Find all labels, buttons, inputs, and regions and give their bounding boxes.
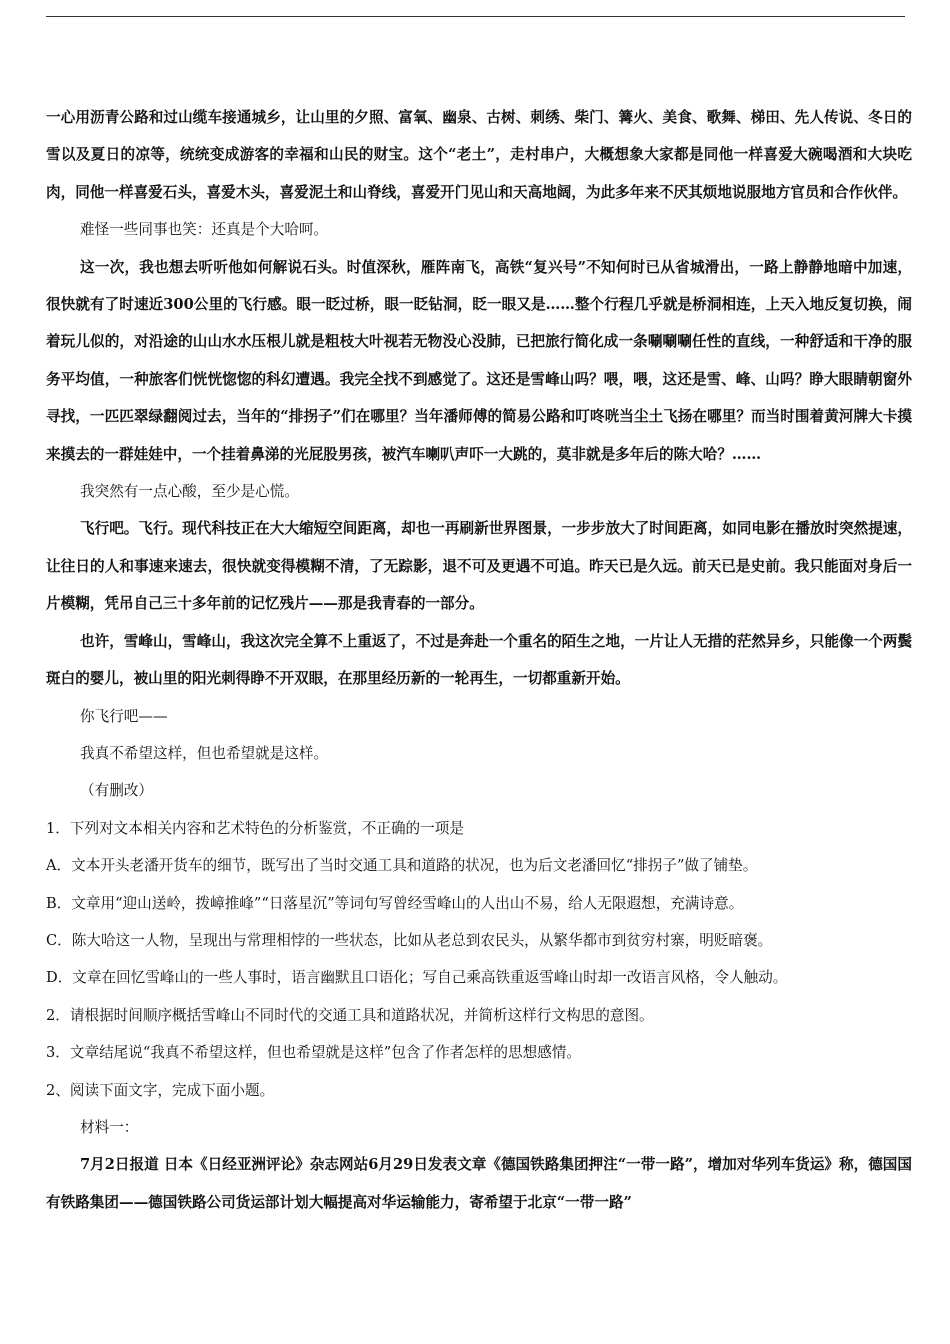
document-body — [46, 99, 912, 1221]
paragraph-7: 你飞行吧—— — [80, 707, 168, 725]
question-2: 2．请根据时间顺序概括雪峰山不同时代的交通工具和道路状况，并简析这样行文构思的意图。 — [46, 1006, 654, 1024]
paragraph-4: 我突然有一点心酸，至少是心慌。 — [80, 483, 299, 501]
option-b: B．文章用“迎山送岭，拨嶂推峰”“日落星沉”等词句写曾经雪峰山的人出山不易，给人无限遐想，充满诗意。 — [46, 894, 744, 912]
option-c: C．陈大哈这一人物，呈现出与常理相悖的一些状态，比如从老总到农民头，从繁华都市到贫穷村寨，明贬暗褒。 — [46, 931, 773, 949]
source-note: （有删改） — [80, 782, 153, 800]
paragraph-1: 一心用沥青公路和过山缆车接通城乡，让山里的夕照、富氧、幽泉、古树、刺绣、柴门、篝火、美食、歌舞、梯田、先人传说、冬日的雪以及夏日的凉等，统统变成游客的幸福和山民的财宝。这个“老土”，走村串户，大概想象大家都是同他一样喜爱大碗喝酒和大块吃肉，同他一样喜爱石头，喜爱木头，喜爱泥土和山脊线，喜爱开门见山和天高地阔，为此多年来不厌其烦地说服地方官员和合作伙伴。 — [46, 109, 912, 201]
material-text: 7月2日报道 日本《日经亚洲评论》杂志网站6月29日发表文章《德国铁路集团押注“一带一路”，增加对华列车货运》称，德国国有铁路集团——德国铁路公司货运部计划大幅提高对华运输能力，寄希望于北京“一带一路” — [46, 1156, 912, 1211]
option-d: D．文章在回忆雪峰山的一些人事时，语言幽默且口语化；写自己乘高铁重返雪峰山时却一改语言风格，令人触动。 — [46, 969, 788, 987]
paragraph-2: 难怪一些同事也笑：还真是个大哈呵。 — [80, 221, 329, 239]
section-2-heading: 2、阅读下面文字，完成下面小题。 — [46, 1081, 275, 1099]
question-1: 1．下列对文本相关内容和艺术特色的分析鉴赏，不正确的一项是 — [46, 819, 464, 837]
material-label: 材料一： — [80, 1118, 139, 1136]
paragraph-8: 我真不希望这样，但也希望就是这样。 — [80, 744, 329, 762]
paragraph-6: 也许，雪峰山，雪峰山，我这次完全算不上重返了，不过是奔赴一个重名的陌生之地，一片让人无措的茫然异乡，只能像一个两鬓斑白的婴儿，被山里的阳光刺得睁不开双眼，在那里经历新的一轮再生，一切都重新开始。 — [46, 632, 912, 688]
header-rule — [46, 16, 905, 17]
option-a: A．文本开头老潘开货车的细节，既写出了当时交通工具和道路的状况，也为后文老潘回忆“排拐子”做了铺垫。 — [46, 857, 758, 875]
paragraph-5: 飞行吧。飞行。现代科技正在大大缩短空间距离，却也一再刷新世界图景，一步步放大了时间距离，如同电影在播放时突然提速，让往日的人和事速来速去，很快就变得模糊不清，了无踪影，退不可及更遇不可追。昨天已是久远。前天已是史前。我只能面对身后一片模糊，凭吊自己三十多年前的记忆残片——那是我青春的一部分。 — [46, 520, 912, 613]
question-3: 3．文章结尾说“我真不希望这样，但也希望就是这样”包含了作者怎样的思想感情。 — [46, 1044, 581, 1062]
paragraph-3: 这一次，我也想去听听他如何解说石头。时值深秋，雁阵南飞，高铁“复兴号”不知何时已从省城滑出，一路上静静地暗中加速，很快就有了时速近300公里的飞行感。眼一眨过桥，眼一眨钻洞，眨一眼又是……整个行程几乎就是桥洞相连，上天入地反复切换，闹着玩儿似的，对沿途的山山水水压根儿就是粗枝大叶视若无物没心没肺，已把旅行简化成一条唰唰唰任性的直线，一种舒适和干净的服务平均值，一种旅客们恍恍惚惚的科幻遭遇。我完全找不到感觉了。这还是雪峰山吗？喂，喂，这还是雪、峰、山吗？睁大眼睛朝窗外寻找，一匹匹翠绿翻阅过去，当年的“排拐子”们在哪里？当年潘师傅的简易公路和叮咚咣当尘土飞扬在哪里？而当时围着黄河牌大卡摸来摸去的一群娃娃中，一个挂着鼻涕的光屁股男孩，被汽车喇叭声吓一大跳的，莫非就是多年后的陈大哈？…… — [46, 258, 912, 463]
